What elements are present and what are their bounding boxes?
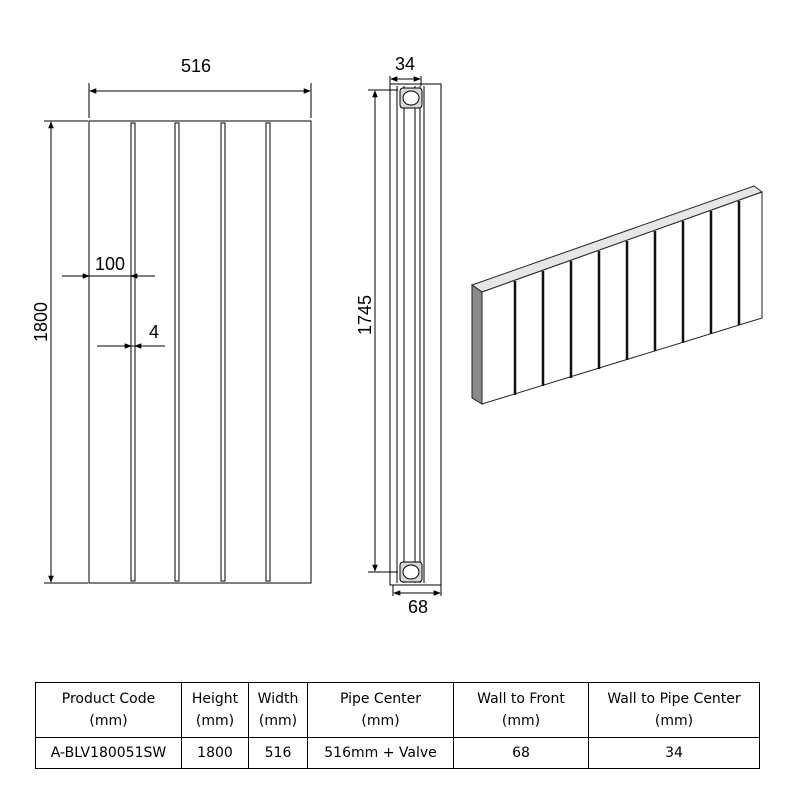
- header-product-code: Product Code (mm): [36, 683, 182, 738]
- cell-width: 516: [249, 738, 308, 769]
- cell-product-code: A-BLV180051SW: [36, 738, 182, 769]
- side-bottom-label: 68: [407, 597, 429, 617]
- cell-pipe-center: 516mm + Valve: [308, 738, 454, 769]
- width-dimension: [89, 56, 311, 118]
- width-label: 516: [180, 56, 212, 76]
- iso-front-face: [482, 192, 762, 404]
- height-label: 1800: [31, 301, 51, 343]
- cell-wall-to-pipe-center: 34: [589, 738, 760, 769]
- spec-table: [35, 682, 760, 769]
- height-dimension: [31, 121, 88, 583]
- gap-label: 4: [148, 322, 160, 342]
- header-wall-to-front: Wall to Front (mm): [454, 683, 589, 738]
- header-pipe-center: Pipe Center (mm): [308, 683, 454, 738]
- side-top-dimension: [390, 54, 421, 86]
- pitch-label: 100: [94, 254, 126, 274]
- pitch-dimension: [62, 254, 155, 276]
- header-wall-to-pipe-center: Wall to Pipe Center (mm): [589, 683, 760, 738]
- table-header-row: [36, 683, 760, 738]
- side-view: [390, 84, 441, 585]
- side-height-dimension: [355, 90, 398, 572]
- front-view: [89, 121, 311, 583]
- isometric-view: [472, 186, 762, 404]
- iso-side-face: [472, 285, 482, 404]
- cell-height: 1800: [182, 738, 249, 769]
- header-height: Height (mm): [182, 683, 249, 738]
- front-outline: [89, 121, 311, 583]
- side-bottom-dimension: [393, 585, 441, 617]
- header-width: Width (mm): [249, 683, 308, 738]
- table-row: [36, 738, 760, 769]
- side-height-label: 1745: [355, 294, 375, 336]
- panel-grooves: [131, 123, 270, 581]
- cell-wall-to-front: 68: [454, 738, 589, 769]
- side-top-label: 34: [394, 54, 416, 74]
